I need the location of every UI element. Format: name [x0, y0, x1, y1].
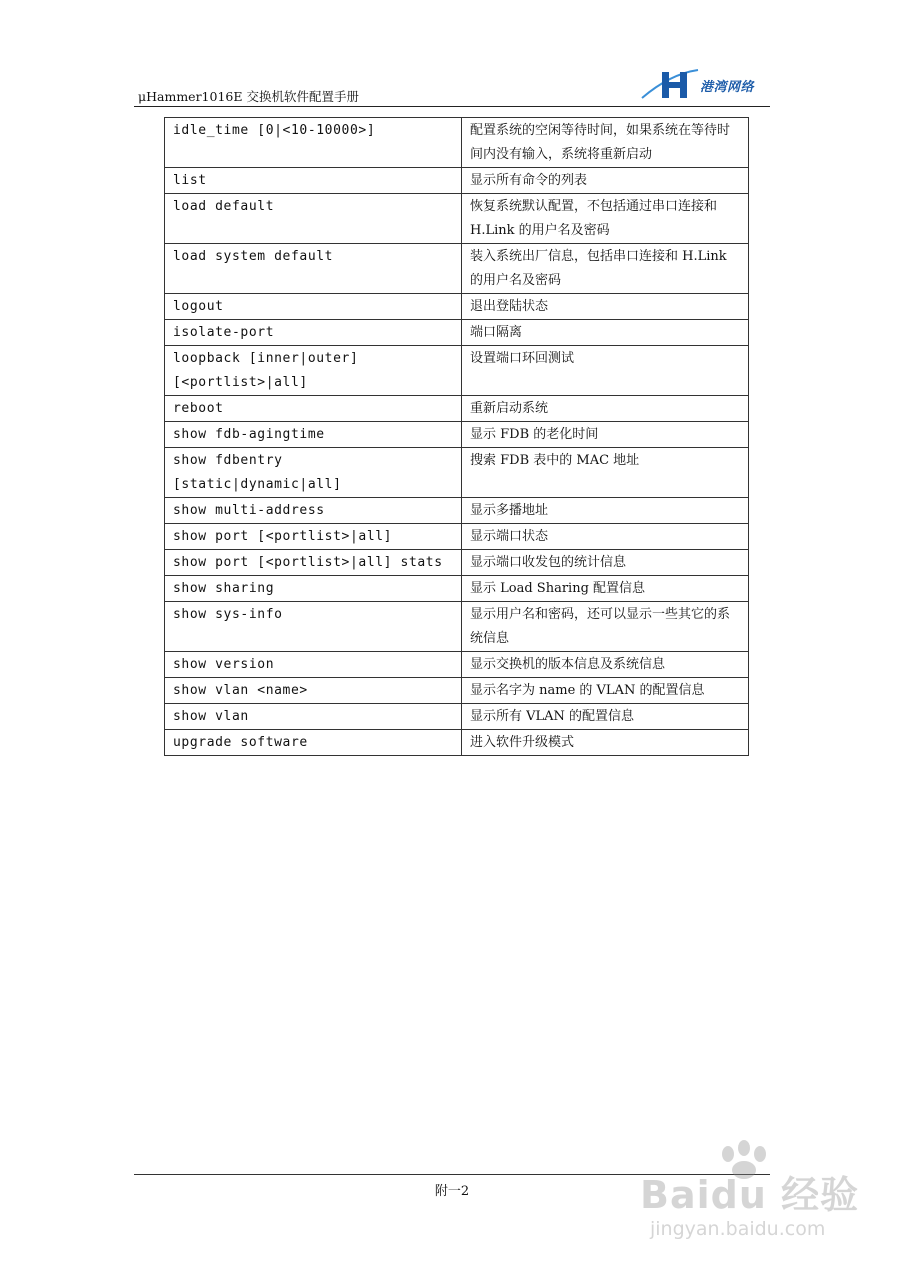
- watermark-brand: Baidu 经验: [640, 1173, 860, 1217]
- description-cell: 显示端口收发包的统计信息: [462, 550, 749, 576]
- command-cell: isolate-port: [165, 320, 462, 346]
- description-cell: 显示多播地址: [462, 498, 749, 524]
- command-cell: show multi-address: [165, 498, 462, 524]
- description-cell: 显示用户名和密码，还可以显示一些其它的系统信息: [462, 602, 749, 652]
- document-title: μHammer1016E 交换机软件配置手册: [138, 89, 359, 104]
- table-row: [165, 396, 749, 422]
- command-cell: load system default: [165, 244, 462, 294]
- company-logo: [640, 68, 766, 102]
- page-header: [134, 76, 770, 107]
- command-cell: loopback [inner|outer] [<portlist>|all]: [165, 346, 462, 396]
- table-row: [165, 602, 749, 652]
- description-cell: 显示端口状态: [462, 524, 749, 550]
- table-row: [165, 118, 749, 168]
- description-cell: 显示所有 VLAN 的配置信息: [462, 704, 749, 730]
- description-cell: 显示 FDB 的老化时间: [462, 422, 749, 448]
- command-cell: show fdb-agingtime: [165, 422, 462, 448]
- table-row: [165, 244, 749, 294]
- table-row: [165, 168, 749, 194]
- description-cell: 配置系统的空闲等待时间，如果系统在等待时间内没有输入，系统将重新启动: [462, 118, 749, 168]
- command-table: [164, 117, 749, 756]
- table-row: [165, 704, 749, 730]
- table-row: [165, 524, 749, 550]
- table-row: [165, 678, 749, 704]
- description-cell: 显示交换机的版本信息及系统信息: [462, 652, 749, 678]
- description-cell: 恢复系统默认配置，不包括通过串口连接和 H.Link 的用户名及密码: [462, 194, 749, 244]
- table-row: [165, 294, 749, 320]
- table-row: [165, 550, 749, 576]
- command-cell: show port [<portlist>|all] stats: [165, 550, 462, 576]
- description-cell: 装入系统出厂信息，包括串口连接和 H.Link 的用户名及密码: [462, 244, 749, 294]
- command-cell: idle_time [0|<10-10000>]: [165, 118, 462, 168]
- command-cell: upgrade software: [165, 730, 462, 756]
- command-cell: load default: [165, 194, 462, 244]
- description-cell: 显示 Load Sharing 配置信息: [462, 576, 749, 602]
- command-cell: list: [165, 168, 462, 194]
- command-cell: logout: [165, 294, 462, 320]
- page-number: 附一2: [434, 1184, 470, 1199]
- description-cell: 退出登陆状态: [462, 294, 749, 320]
- command-cell: reboot: [165, 396, 462, 422]
- command-cell: show sharing: [165, 576, 462, 602]
- table-row: [165, 576, 749, 602]
- command-cell: show port [<portlist>|all]: [165, 524, 462, 550]
- logo-text: 港湾网络: [700, 80, 755, 95]
- command-table-body: [165, 118, 749, 756]
- table-row: [165, 730, 749, 756]
- description-cell: 设置端口环回测试: [462, 346, 749, 396]
- command-cell: show sys-info: [165, 602, 462, 652]
- description-cell: 进入软件升级模式: [462, 730, 749, 756]
- description-cell: 搜索 FDB 表中的 MAC 地址: [462, 448, 749, 498]
- description-cell: 端口隔离: [462, 320, 749, 346]
- description-cell: 显示所有命令的列表: [462, 168, 749, 194]
- logo-h-mark-icon: [640, 68, 700, 102]
- table-row: [165, 448, 749, 498]
- description-cell: 重新启动系统: [462, 396, 749, 422]
- command-cell: show version: [165, 652, 462, 678]
- table-row: [165, 422, 749, 448]
- table-row: [165, 320, 749, 346]
- table-row: [165, 346, 749, 396]
- description-cell: 显示名字为 name 的 VLAN 的配置信息: [462, 678, 749, 704]
- command-cell: show vlan: [165, 704, 462, 730]
- command-cell: show fdbentry [static|dynamic|all]: [165, 448, 462, 498]
- watermark-url: jingyan.baidu.com: [650, 1218, 826, 1240]
- command-cell: show vlan <name>: [165, 678, 462, 704]
- table-row: [165, 194, 749, 244]
- table-row: [165, 498, 749, 524]
- baidu-jingyan-watermark: [636, 1140, 860, 1260]
- table-row: [165, 652, 749, 678]
